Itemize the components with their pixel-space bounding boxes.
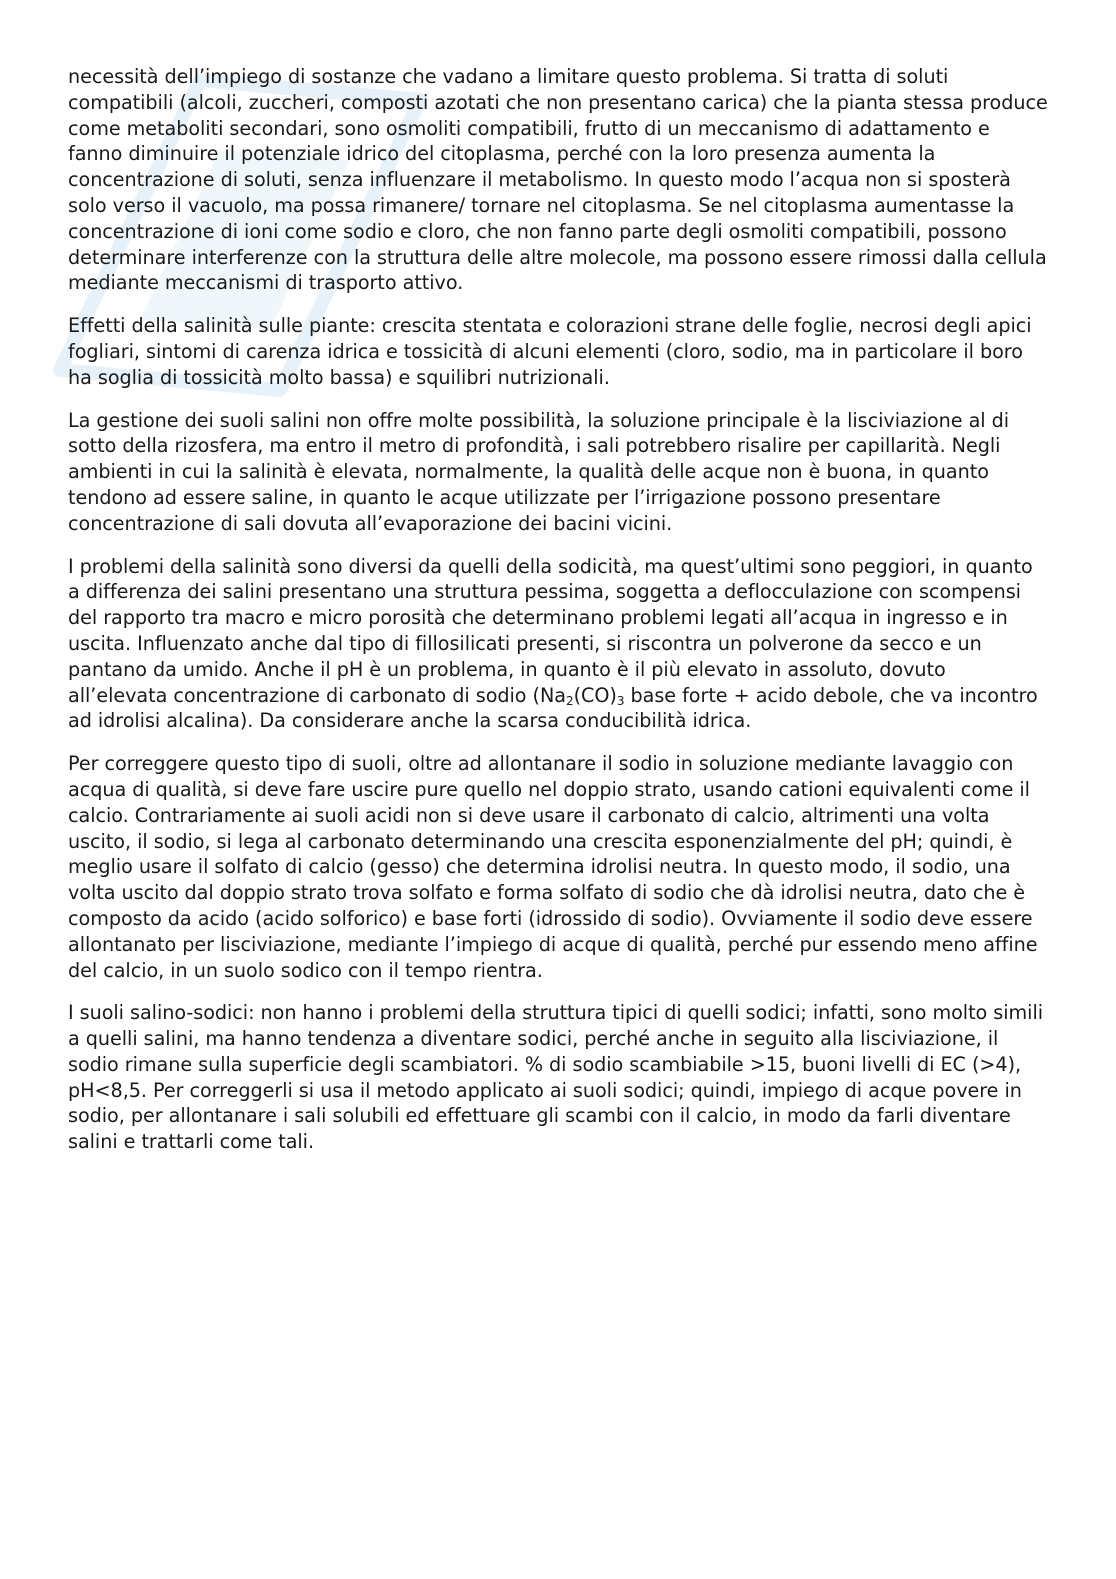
paragraph-suoli-salino-sodici: I suoli salino-sodici: non hanno i problemi della struttura tipici di quelli sodici; infatti, sono molto simili a quelli salini, ma hanno tendenza a diventare sodici, perché anche in seguito alla lisciviazione, il sodio rimane sulla superficie degli scambiatori. % di sodio scambiabile >15, buoni livelli di EC (>4), pH<8,5. Per correggerli si usa il metodo applicato ai suoli sodici; quindi, impiego di acque povere in sodio, per allontanare i sali solubili ed effettuare gli scambi con il calcio, in modo da farli diventare salini e trattarli come tali. bbox=[68, 1001, 1043, 1154]
paragraph-correzione-suoli-sodici: Per correggere questo tipo di suoli, oltre ad allontanare il sodio in soluzione mediante lavaggio con acqua di qualità, si deve fare uscire pure quello nel doppio strato, usando cationi equivalenti come il calcio. Contrariamente ai suoli acidi non si deve usare il carbonato di calcio, altrimenti una volta uscito, il sodio, si lega al carbonato determinando una crescita esponenzialmente del pH; quindi, è meglio usare il solfato di calcio (gesso) che determina idrolisi neutra. In questo modo, il sodio, una volta uscito dal doppio strato trova solfato e forma solfato di sodio che dà idrolisi neutra, dato che è composto da acido (acido solforico) e base forti (idrossido di sodio). Ovviamente il sodio deve essere allontanato per lisciviazione, mediante l’impiego di acque di qualità, perché pur essendo meno affine del calcio, in un suolo sodico con il tempo rientra. bbox=[68, 752, 1038, 982]
formula-subscript-3: 3 bbox=[616, 693, 625, 708]
paragraph-gestione-suoli-salini: La gestione dei suoli salini non offre molte possibilità, la soluzione principale è la lisciviazione al di sotto della rizosfera, ma entro il metro di profondità, i sali potrebbero risalire per capillarità. Negli ambienti in cui la salinità è elevata, normalmente, la qualità delle acque non è buona, in quanto tendono ad essere saline, in quanto le acque utilizzate per l’irrigazione possono presentare concentrazione di sali dovuta all’evaporazione dei bacini vicini. bbox=[68, 408, 1010, 535]
formula-co-group: (CO) bbox=[573, 683, 617, 707]
formula-subscript-2: 2 bbox=[566, 693, 574, 708]
paragraph-sodicita-text-before: I problemi della salinità sono diversi da quelli della sodicità, ma quest’ultimi sono peggiori, in quanto a differenza dei salini presentano una struttura pessima, soggetta a deflocculazione con scompensi del rapporto tra macro e micro porosità che determinano problemi legati all’acqua in ingresso e in uscita. Influenzato anche dal tipo di fillosilicati presenti, si riscontra un polverone da secco e un pantano da umido. Anche il pH è un problema, in quanto è il più elevato in assoluto, dovuto all’elevata concentrazione di carbonato di sodio (Na bbox=[68, 554, 1033, 707]
paragraph-osmoliti: necessità dell’impiego di sostanze che vadano a limitare questo problema. Si tratta di soluti compatibili (alcoli, zuccheri, composti azotati che non presentano carica) che la pianta stessa produce come metaboliti secondari, sono osmoliti compatibili, frutto di un meccanismo di adattamento e fanno diminuire il potenziale idrico del citoplasma, perché con la loro presenza aumenta la concentrazione di soluti, senza influenzare il metabolismo. In questo modo l’acqua non si sposterà solo verso il vacuolo, ma possa rimanere/ tornare nel citoplasma. Se nel citoplasma aumentasse la concentrazione di ioni come sodio e cloro, che non fanno parte degli osmoliti compatibili, possono determinare interferenze con la struttura delle altre molecole, ma possono essere rimossi dalla cellula mediante meccanismi di trasporto attivo. bbox=[68, 65, 1048, 295]
paragraph-problemi-sodicita bbox=[68, 554, 1048, 735]
document-body bbox=[68, 64, 1048, 1172]
paragraph-sodicita-text-after: base forte + acido debole, che va incontro ad idrolisi alcalina). Da considerare anche la scarsa conducibilità idrica. bbox=[68, 683, 1038, 733]
paragraph-effetti-salinita: Effetti della salinità sulle piante: crescita stentata e colorazioni strane delle foglie, necrosi degli apici fogliari, sintomi di carenza idrica e tossicità di alcuni elementi (cloro, sodio, ma in particolare il boro ha soglia di tossicità molto bassa) e squilibri nutrizionali. bbox=[68, 314, 1032, 389]
